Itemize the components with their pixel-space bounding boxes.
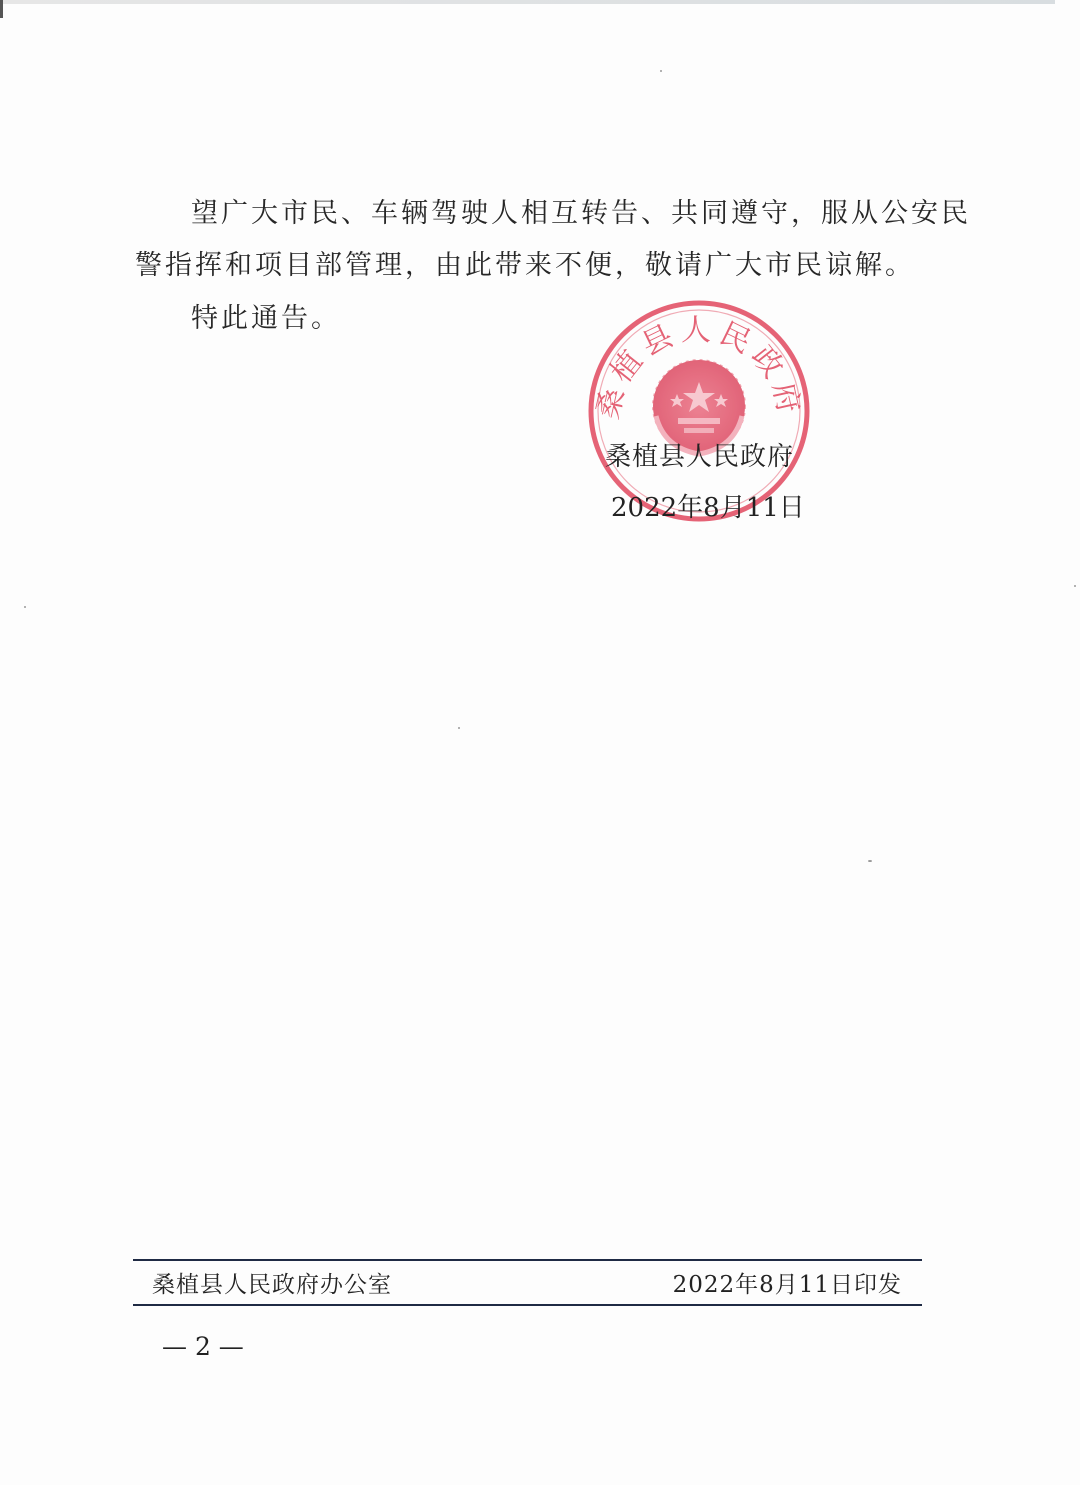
scan-speck [1074, 585, 1076, 587]
issue-date: 2022年8月11日印发 [672, 1272, 902, 1298]
scan-speck [24, 606, 26, 608]
footer-rule-top [133, 1259, 922, 1261]
footer-rule-bottom [133, 1304, 922, 1306]
issuing-office: 桑植县人民政府办公室 [152, 1272, 392, 1298]
page-number: — 2 — [162, 1332, 244, 1361]
scan-speck [458, 727, 460, 729]
svg-text:桑植县人民政府: 桑植县人民政府 [590, 313, 808, 423]
scan-speck [868, 860, 872, 862]
signature-date: 2022年8月11日 [611, 493, 805, 523]
body-paragraph-line-1: 望广大市民、车辆驾驶人相互转告、共同遵守，服从公安民 [191, 198, 971, 229]
scan-speck [660, 70, 662, 72]
binding-mark [0, 0, 3, 18]
page-top-edge [0, 0, 1055, 4]
body-paragraph-line-2: 警指挥和项目部管理，由此带来不便，敬请广大市民谅解。 [135, 250, 915, 281]
closing-statement: 特此通告。 [191, 303, 341, 334]
issuer-name: 桑植县人民政府 [605, 442, 795, 472]
